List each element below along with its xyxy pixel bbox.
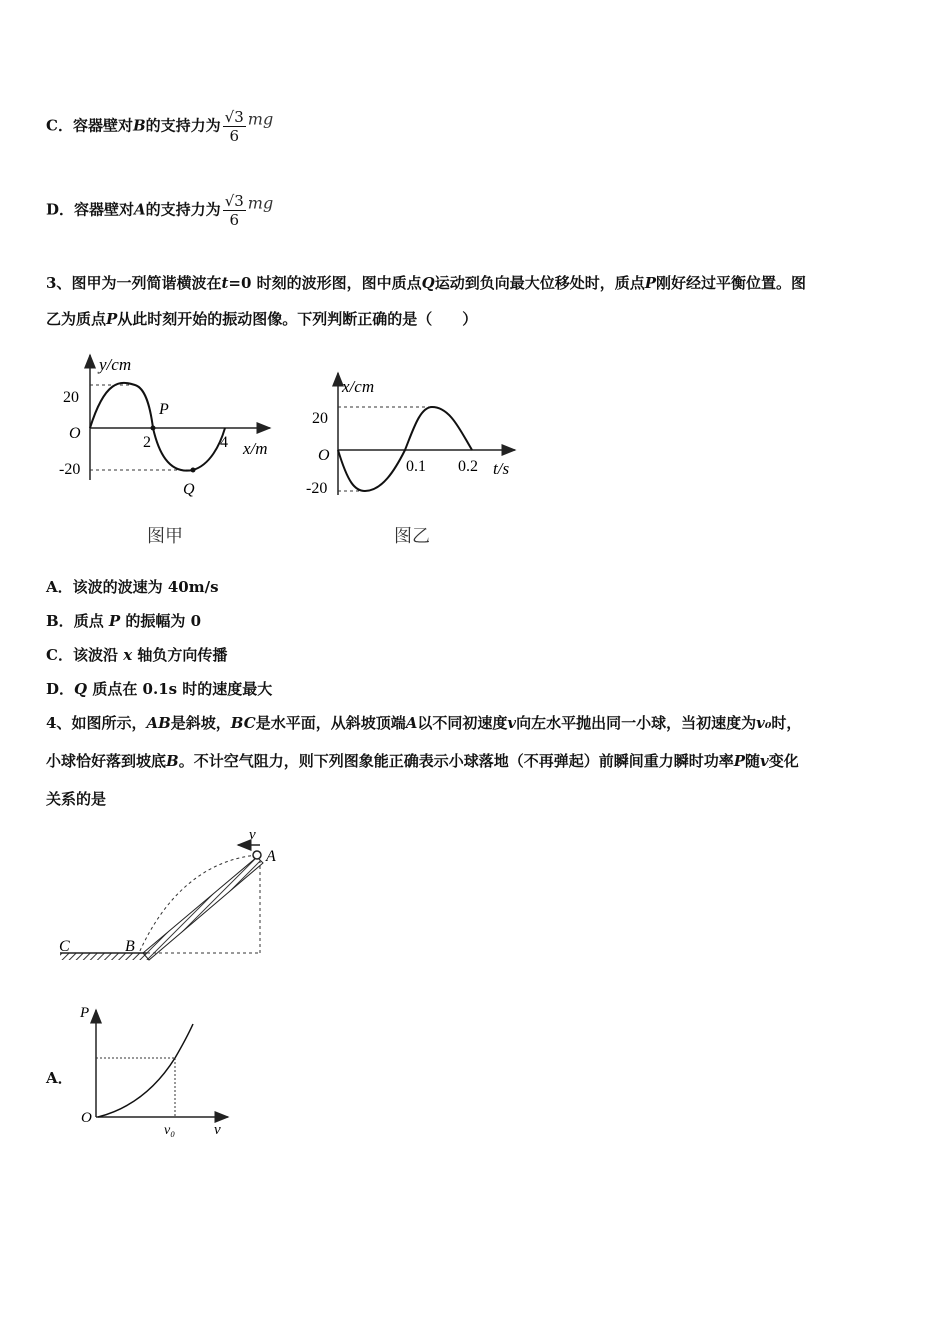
svg-text:v: v <box>249 827 256 843</box>
svg-text:O: O <box>81 1110 92 1126</box>
svg-text:0.2: 0.2 <box>458 458 478 475</box>
figure-jia-wave-graph <box>55 350 290 550</box>
svg-text:C: C <box>59 938 70 955</box>
svg-text:图甲: 图甲 <box>147 526 183 546</box>
slope-projectile-figure <box>55 825 295 975</box>
q3-option-b[interactable]: B．质点 P 的振幅为 0 <box>46 612 202 630</box>
svg-text:20: 20 <box>312 410 328 427</box>
svg-text:x/m: x/m <box>243 439 268 458</box>
svg-text:B: B <box>125 938 135 955</box>
q4-stem-line1: 4、如图所示，AB是斜坡，BC是水平面，从斜坡顶端A以不同初速度v向左水平抛出同一小球，当初速度为v₀时， <box>46 714 802 732</box>
figure-yi-vibration-graph <box>300 365 530 550</box>
svg-text:v: v <box>214 1122 221 1138</box>
option-d-prev: D．容器壁对A的支持力为 $\frac{√3}{6}$ mg <box>46 192 274 229</box>
q4-option-a-label[interactable]: A． <box>46 1069 73 1087</box>
q4-stem-line3: 关系的是 <box>46 790 107 808</box>
q3-stem-line2: 乙为质点P从此时刻开始的振动图像。下列判断正确的是（ ） <box>46 310 478 328</box>
svg-text:Q: Q <box>183 481 195 498</box>
q4-option-a-graph[interactable] <box>78 1000 238 1140</box>
svg-text:0.1: 0.1 <box>406 458 426 475</box>
svg-text:A: A <box>266 848 276 865</box>
option-c-prev: C．容器壁对B的支持力为 $\frac{√3}{6}$ mg <box>46 108 274 145</box>
svg-text:O: O <box>318 447 330 464</box>
fraction: $\frac{√3}{6}$ <box>224 192 244 229</box>
svg-text:v₀: v₀ <box>164 1123 176 1138</box>
svg-text:t/s: t/s <box>493 459 510 478</box>
svg-text:2: 2 <box>143 434 151 451</box>
fraction: $\frac{√3}{6}$ <box>224 108 244 145</box>
svg-text:4: 4 <box>220 434 228 451</box>
q3-option-c[interactable]: C．该波沿 x 轴负方向传播 <box>46 646 228 664</box>
q3-option-a[interactable]: A．该波的波速为 40m/s <box>46 578 219 596</box>
svg-text:y/cm: y/cm <box>99 355 132 374</box>
q3-option-d[interactable]: D．Q 质点在 0.1s 时的速度最大 <box>46 680 273 698</box>
svg-text:O: O <box>69 425 81 442</box>
svg-text:x/cm: x/cm <box>342 377 375 396</box>
q3-stem-line1: 3、图甲为一列简谐横波在t=0 时刻的波形图，图中质点Q运动到负向最大位移处时，质点P刚好经过平衡位置。图 <box>46 274 807 292</box>
svg-text:图乙: 图乙 <box>394 526 430 546</box>
svg-text:-20: -20 <box>59 461 81 478</box>
svg-text:P: P <box>80 1005 90 1021</box>
svg-text:P: P <box>159 401 169 418</box>
q4-stem-line2: 小球恰好落到坡底B。不计空气阻力，则下列图象能正确表示小球落地（不再弹起）前瞬间重力瞬时功率P随v变化 <box>46 752 799 770</box>
svg-text:20: 20 <box>63 389 79 406</box>
svg-text:-20: -20 <box>306 480 328 497</box>
